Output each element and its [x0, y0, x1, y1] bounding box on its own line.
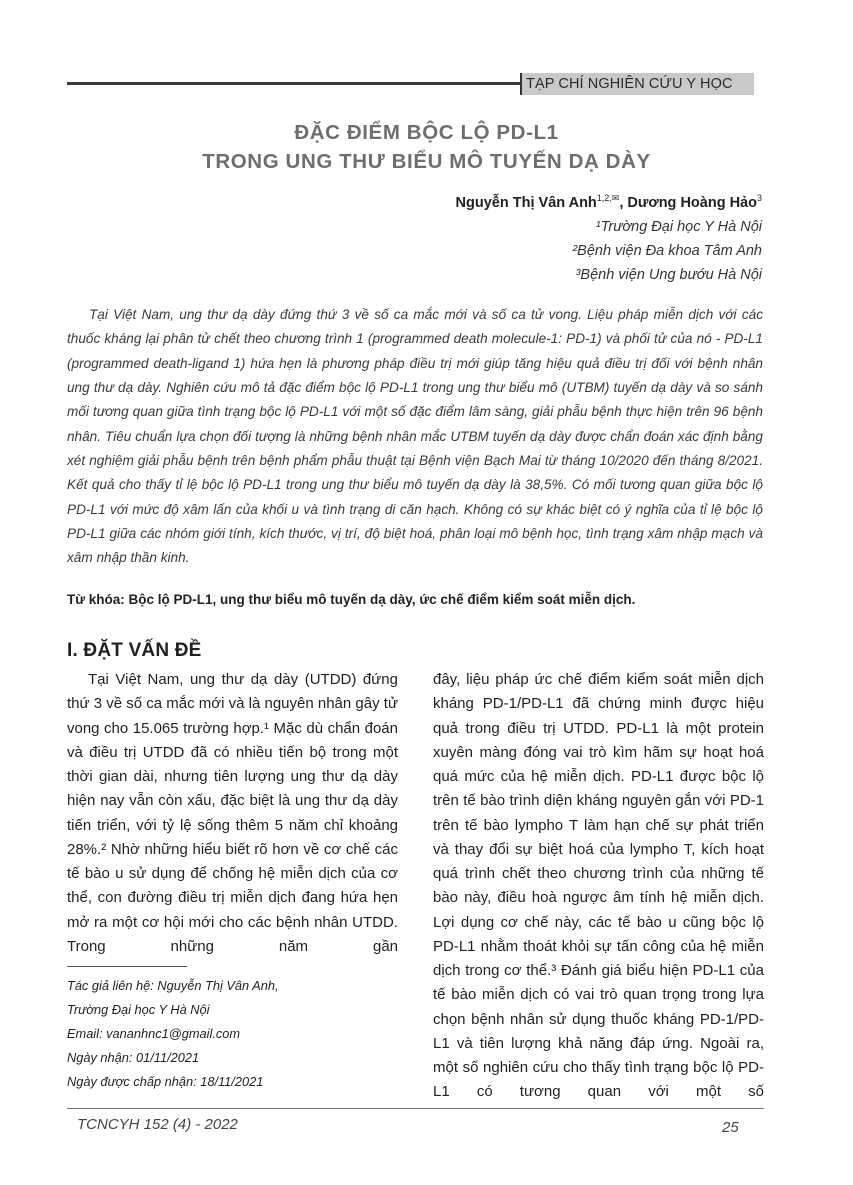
author-separator: , [619, 194, 628, 211]
footnote-contact-author: Tác giả liên hệ: Nguyễn Thị Vân Anh, [67, 978, 279, 993]
author-2: Dương Hoàng Hảo [627, 194, 757, 211]
article-title-line-2: TRONG UNG THƯ BIỂU MÔ TUYẾN DẠ DÀY [202, 150, 651, 173]
body-column-left: Tại Việt Nam, ung thư dạ dày (UTDD) đứng thứ 3 về số ca mắc mới và là nguyên nhân gây tử vong cho 15.065 trường hợp.¹ Mặc dù chẩn đoán và điều trị UTDD đã có nhiều tiến bộ trong một thời gian dài, nhưng tiên lượng ung thư dạ dày hiện nay vẫn còn xấu, đặc biệt là ung thư dạ dày tiến triển, với tỷ lệ sống thêm 5 năm chỉ khoảng 28%.² Nhờ những hiểu biết rõ hơn về cơ chế các tế bào u sử dụng để chống hệ miễn dịch của cơ thể, con đường điều trị miễn dịch đang hứa hẹn mở ra một cơ hội mới cho các bệnh nhân UTDD. Trong những năm gần [67, 671, 398, 955]
page-number: 25 [722, 1119, 739, 1136]
header-rule [67, 82, 522, 85]
affiliation-1: ¹Trường Đại học Y Hà Nội [595, 219, 762, 235]
section-heading: I. ĐẶT VẤN ĐỀ [67, 640, 202, 661]
author-1-affiliation: 1,2,✉ [596, 193, 620, 203]
author-2-affiliation: 3 [756, 193, 762, 203]
footnote-received-date: Ngày nhận: 01/11/2021 [67, 1050, 200, 1065]
footer-rule [67, 1108, 764, 1109]
footnote-rule [67, 966, 187, 967]
body-column-right: đây, liệu pháp ức chế điểm kiểm soát miễn dịch kháng PD-1/PD-L1 đã chứng minh được hiệu quả trong điều trị UTDD. PD-L1 là một protein xuyên màng đóng vai trò kìm hãm sự hoạt hoá quá mức của hệ miễn dịch. PD-L1 được bộc lộ trên tế bào trình diện kháng nguyên gắn với PD-1 trên tế bào lympho T làm hạn chế sự phát triển và thay đổi sự biệt hoá của lympho T, kích hoạt quá trình chết theo chương trình của những tế bào này, điều hoà ngược âm tính hệ miễn dịch. Lợi dụng cơ chế này, các tế bào u cũng bộc lộ PD-L1 nhằm thoát khỏi sự tấn công của hệ miễn dịch trong cơ thể.³ Đánh giá biểu hiện PD-L1 của tế bào miễn dịch có vai trò quan trọng trong lựa chọn bệnh nhân sử dụng thuốc kháng PD-1/PD-L1 và tiên lượng khả năng đáp ứng. Ngoài ra, một số nghiên cứu cho thấy tình trạng bộc lộ PD-L1 có tương quan với một số [433, 671, 764, 1101]
footer-journal-issue: TCNCYH 152 (4) - 2022 [77, 1116, 238, 1133]
affiliation-3: ³Bệnh viện Ung bướu Hà Nội [575, 267, 762, 283]
journal-name: TẠP CHÍ NGHIÊN CỨU Y HỌC [526, 76, 733, 92]
author-1: Nguyễn Thị Vân Anh [455, 194, 597, 211]
footnote-accepted-date: Ngày được chấp nhận: 18/11/2021 [67, 1074, 264, 1089]
keywords: Từ khóa: Bộc lộ PD-L1, ung thư biểu mô tuyến dạ dày, ức chế điểm kiểm soát miễn dịch. [67, 592, 636, 607]
authors [456, 193, 762, 211]
footnote-contact-institution: Trường Đại học Y Hà Nội [67, 1002, 210, 1017]
affiliation-2: ²Bệnh viện Đa khoa Tâm Anh [572, 243, 762, 259]
article-title-line-1: ĐẶC ĐIỂM BỘC LỘ PD-L1 [294, 121, 559, 144]
footnote-email: Email: vananhnc1@gmail.com [67, 1026, 241, 1041]
abstract: Tại Việt Nam, ung thư dạ dày đứng thứ 3 về số ca mắc mới và số ca tử vong. Liệu pháp miễn dịch với các thuốc kháng lại phân tử chết theo chương trình 1 (programmed death molecule-1: PD-1) và phối tử của nó - PD-L1 (programmed death-ligand 1) hứa hẹn là phương pháp điều trị mới giúp tăng hiệu quả điều trị đối với bệnh nhân ung thư dạ dày. Nghiên cứu mô tả đặc điểm bộc lộ PD-L1 trong ung thư biểu mô (UTBM) tuyến dạ dày và so sánh mối tương quan giữa tình trạng bộc lộ PD-L1 với một số đặc điểm lâm sàng, giải phẫu bệnh thực hiện trên 96 bệnh nhân. Tiêu chuẩn lựa chọn đối tượng là những bệnh nhân mắc UTBM tuyến dạ dày được chẩn đoán xác định bằng xét nghiệm giải phẫu bệnh trên bệnh phẩm phẫu thuật tại Bệnh viện Bạch Mai từ tháng 10/2020 đến tháng 8/2021. Kết quả cho thấy tỉ lệ bộc lộ PD-L1 trong ung thư biểu mô tuyến dạ dày là 38,5%. Có mối tương quan giữa bộc lộ PD-L1 với mức độ xâm lấn của khối u và tình trạng di căn hạch. Không có sự khác biệt có ý nghĩa của tỉ lệ bộc lộ PD-L1 giữa các nhóm giới tính, kích thước, vị trí, độ biệt hoá, phân loại mô bệnh học, tình trạng xâm nhập mạch và xâm nhập thần kinh. [67, 307, 763, 566]
